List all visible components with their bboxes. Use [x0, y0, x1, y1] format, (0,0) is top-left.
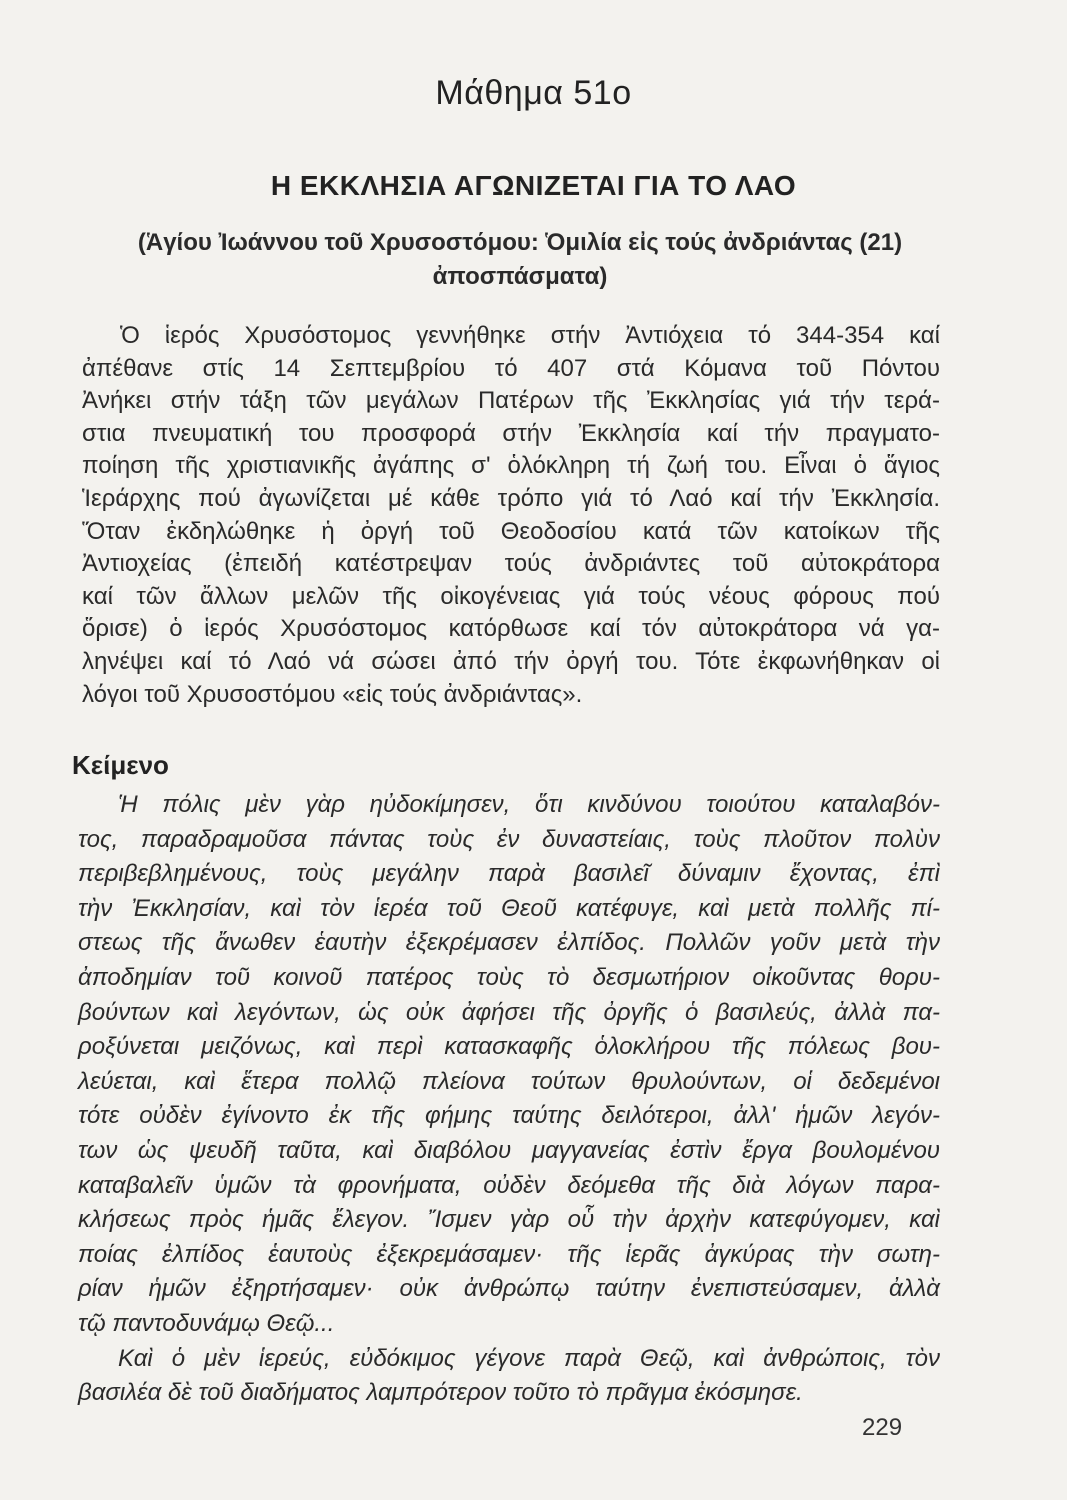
text-line: βούντων καὶ λεγόντων, ὡς οὐκ ἀφήσει τῆς ὀργῆς ὁ βασιλεύς, ἀλλὰ πα- [78, 998, 940, 1026]
text-line: τῷ παντοδυνάμῳ Θεῷ... [78, 1309, 335, 1337]
intro-line: ἀπέθανε στίς 14 Σεπτεμβρίου τό 407 στά Κόμανα τοῦ Πόντου [82, 354, 940, 382]
source-line: ἀποσπάσματα) [432, 263, 608, 290]
page-number: 229 [862, 1414, 903, 1441]
text-line: ποίας ἐλπίδος ἑαυτοὺς ἐξεκρεμάσαμεν· τῆς ἱερᾶς ἀγκύρας τὴν σωτη- [78, 1240, 940, 1268]
intro-line: καί τῶν ἄλλων μελῶν τῆς οἰκογένειας γιά τούς νέους φόρους πού [82, 582, 940, 610]
text-line: των ὡς ψευδῆ ταῦτα, καὶ διαβόλου μαγγανείας ἐστὶν ἔργα βουλομένου [78, 1136, 940, 1164]
lesson-title: Μάθημα 51ο [435, 74, 632, 112]
intro-line: Ἀνήκει στήν τάξη τῶν μεγάλων Πατέρων τῆς Ἐκκλησίας γιά τήν τερά- [82, 387, 940, 415]
intro-paragraph [82, 320, 940, 711]
section-heading: Κείμενο [72, 750, 169, 780]
intro-line: ληνέψει καί τό Λαό νά σώσει ἀπό τήν ὀργή του. Τότε ἐκφωνήθηκαν οἱ [82, 647, 940, 675]
text-line: τότε οὐδὲν ἐγίνοντο ἐκ τῆς φήμης ταύτης δειλότεροι, ἀλλ' ἡμῶν λεγόν- [78, 1102, 940, 1130]
intro-line: Ὅταν ἐκδηλώθηκε ἡ ὀργή τοῦ Θεοδοσίου κατά τῶν κατοίκων τῆς [82, 517, 940, 545]
intro-line: λόγοι τοῦ Χρυσοστόμου «εἰς τούς ἀνδριάντας». [82, 680, 583, 708]
text-line: ρίαν ἡμῶν ἐξηρτήσαμεν· οὐκ ἀνθρώπῳ ταύτην ἐνεπιστεύσαμεν, ἀλλὰ [78, 1275, 940, 1303]
text-line: ἀποδημίαν τοῦ κοινοῦ πατέρος τοὺς τὸ δεσμωτήριον οἰκοῦντας θορυ- [78, 963, 940, 991]
intro-line: Ἱεράρχης πού ἀγωνίζεται μέ κάθε τρόπο γιά τό Λαό καί τήν Ἐκκλησία. [82, 484, 940, 512]
ancient-text [78, 788, 940, 1411]
text-line: καταβαλεῖν ὑμῶν τὰ φρονήματα, οὐδὲν δεόμεθα τῆς διὰ λόγων παρα- [78, 1171, 940, 1199]
text-line: Ἡ πόλις μὲν γὰρ ηὐδοκίμησεν, ὅτι κινδύνου τοιούτου καταλαβόν- [118, 791, 940, 818]
text-line: βασιλέα δὲ τοῦ διαδήματος λαμπρότερον τοῦτο τὸ πρᾶγμα ἐκόσμησε. [78, 1379, 803, 1407]
chapter-title: Η ΕΚΚΛΗΣΙΑ ΑΓΩΝΙΖΕΤΑΙ ΓΙΑ ΤΟ ΛΑΟ [270, 170, 797, 201]
text-line: ροξύνεται μειζόνως, καὶ περὶ κατασκαφῆς ὁλοκλήρου τῆς πόλεως βου- [78, 1033, 940, 1061]
text-line: Καὶ ὁ μὲν ἱερεύς, εὐδόκιμος γέγονε παρὰ Θεῷ, καὶ ἀνθρώποις, τὸν [118, 1344, 940, 1372]
text-line: περιβεβλημένους, τοὺς μεγάλην παρὰ βασιλεῖ δύναμιν ἔχοντας, ἐπὶ [78, 860, 940, 888]
text-line: λεύεται, καὶ ἕτερα πολλῷ πλείονα τούτων θρυλούντων, οἱ δεδεμένοι [78, 1067, 940, 1095]
text-line: τος, παραδραμοῦσα πάντας τοὺς ἐν δυναστείαις, τοὺς πλοῦτον πολὺν [78, 825, 940, 853]
intro-line: στια πνευματική του προσφορά στήν Ἐκκλησία καί τήν πραγματο- [82, 419, 940, 447]
intro-line: ὅρισε) ὁ ἱερός Χρυσόστομος κατόρθωσε καί τόν αὐτοκράτορα νά γα- [82, 615, 940, 643]
intro-line: Ἀντιοχείας (ἐπειδή κατέστρεψαν τούς ἀνδριάντες τοῦ αὐτοκράτορα [82, 550, 940, 578]
intro-line: Ὁ ἱερός Χρυσόστομος γεννήθηκε στήν Ἀντιόχεια τό 344-354 καί [120, 322, 940, 349]
text-line: στεως τῆς ἄνωθεν ἑαυτὴν ἐξεκρέμασεν ἐλπίδος. Πολλῶν γοῦν μετὰ τὴν [78, 929, 940, 957]
text-line: κλήσεως πρὸς ἡμᾶς ἔλεγον. Ἴσμεν γὰρ οὗ τὴν ἀρχὴν κατεφύγομεν, καὶ [78, 1206, 940, 1234]
source-citation [100, 226, 940, 294]
text-line: τὴν Ἐκκλησίαν, καὶ τὸν ἱερέα τοῦ Θεοῦ κατέφυγε, καὶ μετὰ πολλῆς πί- [78, 894, 940, 922]
source-line: (Ἁγίου Ἰωάννου τοῦ Χρυσοστόμου: Ὁμιλία εἰς τούς ἀνδριάντας (21) [137, 229, 903, 256]
intro-line: ποίηση τῆς χριστιανικῆς ἀγάπης σ' ὁλόκληρη τή ζωή του. Εἶναι ὁ ἅγιος [82, 452, 940, 480]
